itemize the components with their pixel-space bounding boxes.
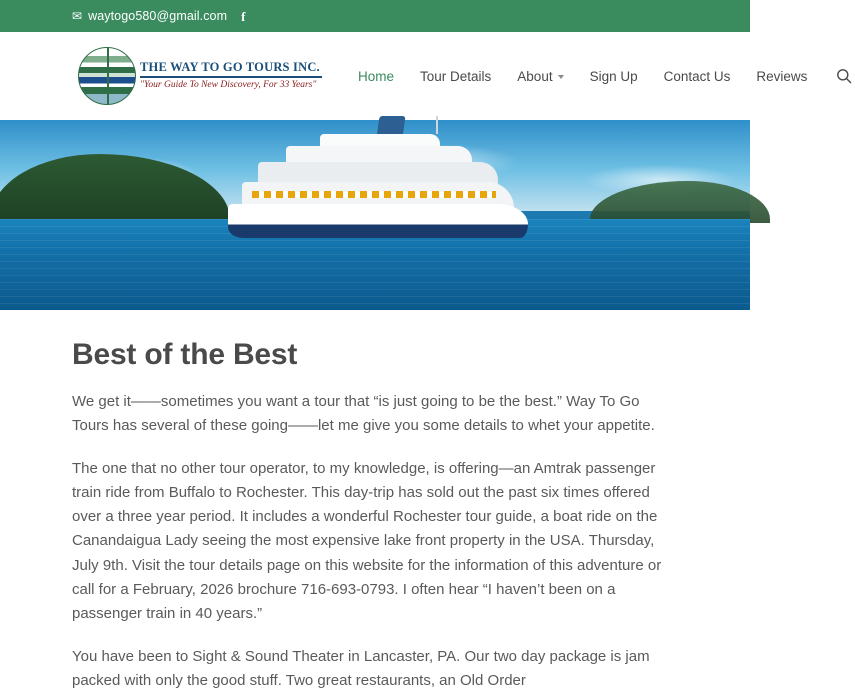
facebook-icon[interactable]: f bbox=[241, 8, 246, 24]
page-title: Best of the Best bbox=[72, 338, 298, 371]
nav-item-about-label: About bbox=[517, 68, 553, 84]
logo-tagline: "Your Guide To New Discovery, For 33 Years" bbox=[140, 80, 317, 91]
globe-logo-icon bbox=[78, 47, 136, 105]
hero-banner-image bbox=[0, 120, 750, 310]
ship-hull bbox=[228, 204, 528, 238]
nav-item-home-label: Home bbox=[358, 68, 395, 84]
nav-item-contact-us[interactable] bbox=[664, 69, 731, 84]
ship-deck-2 bbox=[258, 162, 498, 184]
cruise-ship-graphic bbox=[228, 118, 528, 238]
nav-item-reviews[interactable] bbox=[756, 69, 807, 84]
chevron-down-icon bbox=[558, 75, 564, 79]
nav-item-sign-up-label: Sign Up bbox=[589, 68, 638, 84]
main-navigation bbox=[358, 65, 855, 87]
nav-item-contact-us-label: Contact Us bbox=[663, 68, 731, 84]
nav-item-home[interactable] bbox=[358, 69, 394, 84]
body-paragraph-2: The one that no other tour operator, to my knowledge, is offering—an Amtrak passenger train ride from Buffalo to Rochester. This day-trip has sold out the past six times offered over a three year period. It includes a wonderful Rochester tour guide, a boat ride on the Canandaigua Lady seeing the most expensive lake front property in the USA. Thursday, July 9th. Visit the tour details page on this website for the information of this adventure or call for a February, 2026 brochure 716-693-0793. I often hear “I haven’t been on a passenger train in 40 years.” bbox=[72, 459, 662, 623]
site-logo[interactable] bbox=[78, 47, 328, 105]
nav-item-about[interactable] bbox=[517, 69, 563, 84]
logo-divider bbox=[140, 76, 322, 78]
body-paragraph-1: We get it——sometimes you want a tour that “is just going to be the best.” Way To Go Tours has several of these going——let me give you some details to whet your appetite. bbox=[72, 393, 655, 435]
main-content bbox=[0, 310, 750, 693]
envelope-icon: ✉ bbox=[72, 9, 83, 23]
nav-item-tour-details[interactable] bbox=[420, 69, 491, 84]
search-icon[interactable] bbox=[833, 65, 855, 87]
nav-item-tour-details-label: Tour Details bbox=[420, 68, 492, 84]
logo-text bbox=[140, 61, 322, 91]
site-header bbox=[0, 32, 808, 120]
email-link[interactable]: waytogo580@gmail.com bbox=[88, 9, 228, 23]
nav-item-reviews-label: Reviews bbox=[756, 68, 808, 84]
ship-mast bbox=[436, 116, 438, 134]
logo-title: THE WAY TO GO TOURS INC. bbox=[140, 59, 320, 74]
body-paragraph-3: You have been to Sight & Sound Theater in Lancaster, PA. Our two day package is jam packed with only the good stuff. Two great restaurants, an Old Order bbox=[72, 647, 650, 689]
nav-item-sign-up[interactable] bbox=[590, 69, 638, 84]
top-utility-bar bbox=[0, 0, 750, 32]
